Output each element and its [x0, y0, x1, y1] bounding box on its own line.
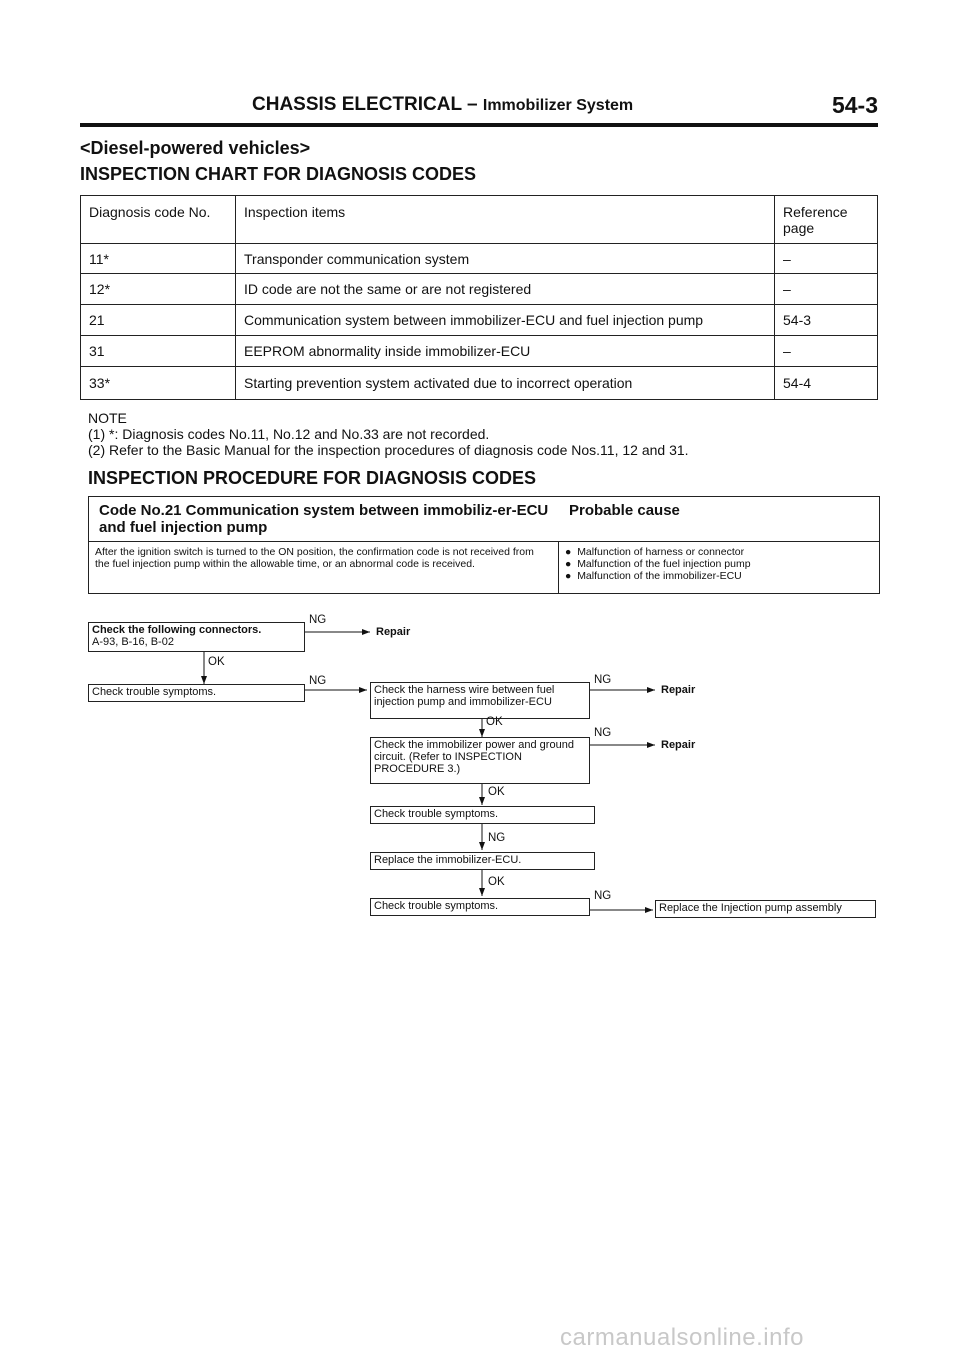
col-header-ref: Reference page [775, 196, 878, 244]
note-line: (1) *: Diagnosis codes No.11, No.12 and No.33 are not recorded. [88, 426, 490, 442]
check-connectors-box: Check the following connectors. A-93, B-16, B-02 [88, 622, 305, 652]
repair-label: Repair [661, 739, 696, 751]
replace-pump-box: Replace the Injection pump assembly [655, 900, 876, 918]
ok-label: OK [208, 656, 225, 668]
col-header-items: Inspection items [236, 196, 775, 244]
ok-label: OK [488, 876, 505, 888]
chart-title: INSPECTION CHART FOR DIAGNOSIS CODES [80, 164, 477, 184]
table-row: 31 EEPROM abnormality inside immobilizer-ECU – [81, 336, 878, 367]
procedure-title: INSPECTION PROCEDURE FOR DIAGNOSIS CODES [88, 468, 537, 488]
ng-label: NG [594, 727, 612, 739]
vehicle-heading: <Diesel-powered vehicles> [80, 138, 311, 158]
description: After the ignition switch is turned to the ON position, the confirmation code is not received from the fuel injection pump within the allowable time, or an abnormal code is received. [95, 546, 534, 570]
watermark: carmanualsonline.info [560, 1324, 804, 1351]
ng-label: NG [594, 674, 612, 686]
replace-ecu-box: Replace the immobilizer-ECU. [370, 852, 595, 870]
check-symptoms-box: Check trouble symptoms. [370, 806, 595, 824]
note-line: (2) Refer to the Basic Manual for the inspection procedures of diagnosis code Nos.11, 12 and 31. [88, 442, 689, 458]
power-check-box: Check the immobilizer power and ground circuit. (Refer to INSPECTION PROCEDURE 3.) [370, 737, 590, 784]
ok-label: OK [486, 716, 503, 728]
repair-label: Repair [661, 684, 696, 696]
header-subtitle: Immobilizer System [482, 97, 634, 114]
list-item: ● Malfunction of harness or connector [565, 546, 745, 558]
check-symptoms-box: Check trouble symptoms. [370, 898, 590, 916]
table-row: 11* Transponder communication system – [81, 244, 878, 274]
table-row: 12* ID code are not the same or are not registered – [81, 274, 878, 305]
header-title: CHASSIS ELECTRICAL – Immobilizer System [252, 94, 634, 115]
probable-cause-label: Probable cause [569, 502, 680, 519]
check-symptoms-box: Check trouble symptoms. [88, 684, 305, 702]
page-number: 54-3 [831, 92, 878, 118]
repair-label: Repair [376, 626, 411, 638]
list-item: ● Malfunction of the immobilizer-ECU [565, 570, 742, 582]
col-header-code: Diagnosis code No. [81, 196, 236, 244]
list-item: ● Malfunction of the fuel injection pump [565, 558, 751, 570]
note-title: NOTE [88, 410, 127, 426]
table-row: 21 Communication system between immobilizer-ECU and fuel injection pump 54-3 [81, 305, 878, 336]
table-row: 33* Starting prevention system activated due to incorrect operation 54-4 [81, 367, 878, 400]
ng-label: NG [309, 675, 327, 687]
ok-label: OK [488, 786, 505, 798]
ng-label: NG [594, 890, 612, 902]
ng-label: NG [309, 614, 327, 626]
code-title: Code No.21 Communication system between immobiliz-er-ECU and fuel injection pump [99, 502, 549, 536]
ng-label: NG [488, 832, 506, 844]
harness-check-box: Check the harness wire between fuel injection pump and immobilizer-ECU [370, 682, 590, 719]
